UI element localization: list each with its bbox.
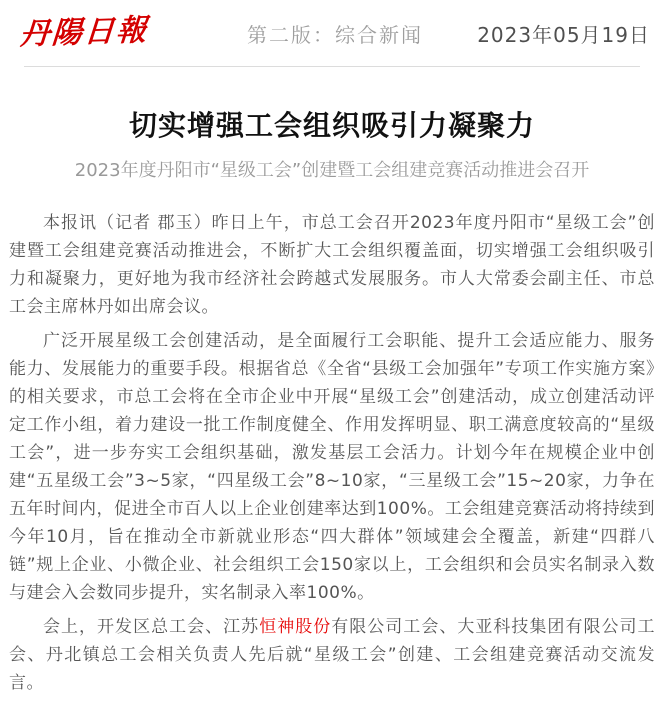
article-title: 切实增强工会组织吸引力凝聚力 — [128, 109, 535, 142]
issue-date: 2023年05月19日 — [477, 22, 650, 47]
masthead-left — [18, 12, 247, 53]
article-body — [9, 209, 655, 697]
article — [0, 109, 664, 721]
hengshen-stock-link[interactable]: 恒神股份 — [259, 616, 332, 637]
masthead-center — [247, 19, 423, 48]
header-divider — [24, 66, 640, 67]
masthead-right — [423, 19, 650, 48]
newspaper-logo[interactable]: 丹陽日報 — [18, 12, 150, 53]
paragraph-text-before-link: 会上，开发区总工会、江苏 — [43, 616, 260, 637]
paragraph-text-after-link: 有限公司工会、大亚科技集团有限公司工会、丹北镇总工会相关负责人先后就“星级工会”创建、工会组建竞赛活动交流发言。 — [9, 616, 656, 693]
edition-section-label[interactable]: 第二版：综合新闻 — [247, 22, 423, 47]
article-paragraph-3 — [9, 613, 655, 697]
article-subtitle: 2023年度丹阳市“星级工会”创建暨工会组建竞赛活动推进会召开 — [74, 159, 590, 181]
article-paragraph-1: 本报讯（记者 郡玉）昨日上午，市总工会召开2023年度丹阳市“星级工会”创建暨工会组建竞赛活动推进会，不断扩大工会组织覆盖面，切实增强工会组织吸引力和凝聚力，更好地为我市经济社会跨越式发展服务。市人大常委会副主任、市总工会主席林丹如出席会议。 — [9, 212, 655, 317]
article-paragraph-2: 广泛开展星级工会创建活动，是全面履行工会职能、提升工会适应能力、服务能力、发展能力的重要手段。根据省总《全省“县级工会加强年”专项工作实施方案》的相关要求，市总工会将在全市企业中开展“星级工会”创建活动，成立创建活动评定工作小组，着力建设一批工作制度健全、作用发挥明显、职工满意度较高的“星级工会”，进一步夯实工会组织基础，激发基层工会活力。计划今年在规模企业中创建“五星级工会”3~5家，“四星级工会”8~10家，“三星级工会”15~20家，力争在五年时间内，促进全市百人以上企业创建率达到100%。工会组建竞赛活动将持续到今年10月，旨在推动全市新就业形态“四大群体”领域建会全覆盖，新建“四群八链”规上企业、小微企业、社会组织工会150家以上，工会组织和会员实名制录入数与建会入会数同步提升，实名制录入率100%。 — [9, 330, 655, 603]
masthead — [0, 0, 664, 66]
